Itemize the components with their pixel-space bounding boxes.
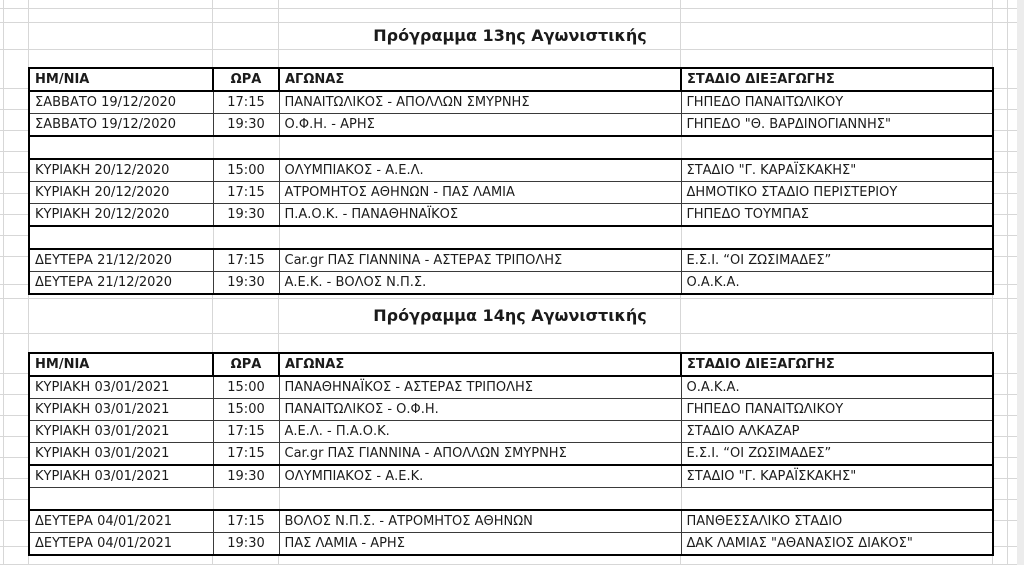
date-cell[interactable]: ΚΥΡΙΑΚΗ 03/01/2021 xyxy=(29,399,213,421)
empty-cell[interactable] xyxy=(681,226,993,249)
empty-cell[interactable] xyxy=(681,136,993,159)
match-row xyxy=(29,159,993,182)
match-cell[interactable]: ΑΤΡΟΜΗΤΟΣ ΑΘΗΝΩΝ - ΠΑΣ ΛΑΜΙΑ xyxy=(279,182,681,204)
match-row xyxy=(29,510,993,533)
gridline-horizontal xyxy=(0,49,1024,50)
match-cell[interactable]: ΠΑΝΑΙΤΩΛΙΚΟΣ - Ο.Φ.Η. xyxy=(279,399,681,421)
date-cell[interactable]: ΚΥΡΙΑΚΗ 03/01/2021 xyxy=(29,465,213,488)
time-cell[interactable]: 17:15 xyxy=(213,421,279,443)
empty-cell[interactable] xyxy=(279,136,681,159)
venue-cell[interactable]: Ο.Α.Κ.Α. xyxy=(681,376,993,399)
time-cell[interactable]: 19:30 xyxy=(213,204,279,227)
empty-cell[interactable] xyxy=(279,488,681,511)
match-cell[interactable]: Car.gr ΠΑΣ ΓΙΑΝΝΙΝΑ - ΑΠΟΛΛΩΝ ΣΜΥΡΝΗΣ xyxy=(279,443,681,466)
match-cell[interactable]: ΠΑΝΑΙΤΩΛΙΚΟΣ - ΑΠΟΛΛΩΝ ΣΜΥΡΝΗΣ xyxy=(279,91,681,114)
match-cell[interactable]: Α.Ε.Κ. - ΒΟΛΟΣ Ν.Π.Σ. xyxy=(279,272,681,295)
date-cell[interactable]: ΔΕΥΤΕΡΑ 21/12/2020 xyxy=(29,272,213,295)
match-cell[interactable]: ΠΑΝΑΘΗΝΑΪΚΟΣ - ΑΣΤΕΡΑΣ ΤΡΙΠΟΛΗΣ xyxy=(279,376,681,399)
empty-cell[interactable] xyxy=(279,226,681,249)
venue-cell[interactable]: ΠΑΝΘΕΣΣΑΛΙΚΟ ΣΤΑΔΙΟ xyxy=(681,510,993,533)
empty-cell[interactable] xyxy=(29,136,213,159)
time-cell[interactable]: 17:15 xyxy=(213,182,279,204)
spacer-row xyxy=(29,226,993,249)
time-cell[interactable]: 19:30 xyxy=(213,114,279,137)
spacer-row xyxy=(29,488,993,511)
time-cell[interactable]: 15:00 xyxy=(213,159,279,182)
match-cell[interactable]: ΟΛΥΜΠΙΑΚΟΣ - Α.Ε.Κ. xyxy=(279,465,681,488)
date-cell[interactable]: ΚΥΡΙΑΚΗ 03/01/2021 xyxy=(29,376,213,399)
venue-cell[interactable]: Ε.Σ.Ι. “ΟΙ ΖΩΣΙΜΑΔΕΣ” xyxy=(681,443,993,466)
sheet-right-margin xyxy=(1017,0,1024,565)
match-row xyxy=(29,399,993,421)
date-cell[interactable]: ΣΑΒΒΑΤΟ 19/12/2020 xyxy=(29,91,213,114)
date-cell[interactable]: ΚΥΡΙΑΚΗ 03/01/2021 xyxy=(29,443,213,466)
time-cell[interactable]: 15:00 xyxy=(213,399,279,421)
column-header-venue[interactable]: ΣΤΑΔΙΟ ΔΙΕΞΑΓΩΓΗΣ xyxy=(681,68,993,91)
matchday14-table xyxy=(28,352,994,556)
matchday13-title[interactable]: Πρόγραμμα 13ης Αγωνιστικής xyxy=(373,26,647,45)
date-cell[interactable]: ΚΥΡΙΑΚΗ 20/12/2020 xyxy=(29,159,213,182)
date-cell[interactable]: ΔΕΥΤΕΡΑ 21/12/2020 xyxy=(29,249,213,272)
match-cell[interactable]: ΒΟΛΟΣ Ν.Π.Σ. - ΑΤΡΟΜΗΤΟΣ ΑΘΗΝΩΝ xyxy=(279,510,681,533)
time-cell[interactable]: 17:15 xyxy=(213,91,279,114)
match-row xyxy=(29,376,993,399)
venue-cell[interactable]: ΓΗΠΕΔΟ ΠΑΝΑΙΤΩΛΙΚΟΥ xyxy=(681,399,993,421)
header-row xyxy=(29,68,993,91)
match-cell[interactable]: Α.Ε.Λ. - Π.Α.Ο.Κ. xyxy=(279,421,681,443)
match-cell[interactable]: ΟΛΥΜΠΙΑΚΟΣ - Α.Ε.Λ. xyxy=(279,159,681,182)
column-header-venue[interactable]: ΣΤΑΔΙΟ ΔΙΕΞΑΓΩΓΗΣ xyxy=(681,353,993,376)
venue-cell[interactable]: ΣΤΑΔΙΟ ΑΛΚΑΖΑΡ xyxy=(681,421,993,443)
date-cell[interactable]: ΣΑΒΒΑΤΟ 19/12/2020 xyxy=(29,114,213,137)
venue-cell[interactable]: Ο.Α.Κ.Α. xyxy=(681,272,993,295)
empty-cell[interactable] xyxy=(29,488,213,511)
time-cell[interactable]: 15:00 xyxy=(213,376,279,399)
header-row xyxy=(29,353,993,376)
match-row xyxy=(29,249,993,272)
empty-cell[interactable] xyxy=(29,226,213,249)
match-cell[interactable]: Ο.Φ.Η. - ΑΡΗΣ xyxy=(279,114,681,137)
match-row xyxy=(29,114,993,137)
column-header-date[interactable]: ΗΜ/ΝΙΑ xyxy=(29,68,213,91)
date-cell[interactable]: ΔΕΥΤΕΡΑ 04/01/2021 xyxy=(29,533,213,556)
column-header-match[interactable]: ΑΓΩΝΑΣ xyxy=(279,68,681,91)
column-header-date[interactable]: ΗΜ/ΝΙΑ xyxy=(29,353,213,376)
gridline-horizontal xyxy=(0,8,1024,9)
empty-cell[interactable] xyxy=(213,226,279,249)
match-row xyxy=(29,204,993,227)
match-row xyxy=(29,421,993,443)
matchday13-table xyxy=(28,67,994,295)
venue-cell[interactable]: ΣΤΑΔΙΟ "Γ. ΚΑΡΑΪΣΚΑΚΗΣ" xyxy=(681,159,993,182)
match-row xyxy=(29,443,993,466)
matchday14-title[interactable]: Πρόγραμμα 14ης Αγωνιστικής xyxy=(373,306,647,325)
gridline-vertical xyxy=(3,0,4,565)
time-cell[interactable]: 19:30 xyxy=(213,465,279,488)
date-cell[interactable]: ΚΥΡΙΑΚΗ 20/12/2020 xyxy=(29,182,213,204)
date-cell[interactable]: ΚΥΡΙΑΚΗ 03/01/2021 xyxy=(29,421,213,443)
spacer-row xyxy=(29,136,993,159)
column-header-time[interactable]: ΩΡΑ xyxy=(213,68,279,91)
time-cell[interactable]: 19:30 xyxy=(213,533,279,556)
match-row xyxy=(29,465,993,488)
match-cell[interactable]: Car.gr ΠΑΣ ΓΙΑΝΝΙΝΑ - ΑΣΤΕΡΑΣ ΤΡΙΠΟΛΗΣ xyxy=(279,249,681,272)
gridline-vertical xyxy=(1007,0,1008,565)
venue-cell[interactable]: ΔΑΚ ΛΑΜΙΑΣ "ΑΘΑΝΑΣΙΟΣ ΔΙΑΚΟΣ" xyxy=(681,533,993,556)
match-cell[interactable]: ΠΑΣ ΛΑΜΙΑ - ΑΡΗΣ xyxy=(279,533,681,556)
date-cell[interactable]: ΚΥΡΙΑΚΗ 20/12/2020 xyxy=(29,204,213,227)
match-row xyxy=(29,533,993,556)
venue-cell[interactable]: ΓΗΠΕΔΟ "Θ. ΒΑΡΔΙΝΟΓΙΑΝΝΗΣ" xyxy=(681,114,993,137)
gridline-horizontal xyxy=(0,333,1024,334)
venue-cell[interactable]: ΔΗΜΟΤΙΚΟ ΣΤΑΔΙΟ ΠΕΡΙΣΤΕΡΙΟΥ xyxy=(681,182,993,204)
empty-cell[interactable] xyxy=(681,488,993,511)
column-header-match[interactable]: ΑΓΩΝΑΣ xyxy=(279,353,681,376)
match-row xyxy=(29,272,993,295)
time-cell[interactable]: 17:15 xyxy=(213,443,279,466)
time-cell[interactable]: 17:15 xyxy=(213,249,279,272)
time-cell[interactable]: 19:30 xyxy=(213,272,279,295)
venue-cell[interactable]: ΓΗΠΕΔΟ ΠΑΝΑΙΤΩΛΙΚΟΥ xyxy=(681,91,993,114)
match-row xyxy=(29,91,993,114)
venue-cell[interactable]: ΣΤΑΔΙΟ "Γ. ΚΑΡΑΪΣΚΑΚΗΣ" xyxy=(681,465,993,488)
empty-cell[interactable] xyxy=(213,488,279,511)
column-header-time[interactable]: ΩΡΑ xyxy=(213,353,279,376)
venue-cell[interactable]: Ε.Σ.Ι. “ΟΙ ΖΩΣΙΜΑΔΕΣ” xyxy=(681,249,993,272)
date-cell[interactable]: ΔΕΥΤΕΡΑ 04/01/2021 xyxy=(29,510,213,533)
match-cell[interactable]: Π.Α.Ο.Κ. - ΠΑΝΑΘΗΝΑΪΚΟΣ xyxy=(279,204,681,227)
venue-cell[interactable]: ΓΗΠΕΔΟ ΤΟΥΜΠΑΣ xyxy=(681,204,993,227)
time-cell[interactable]: 17:15 xyxy=(213,510,279,533)
empty-cell[interactable] xyxy=(213,136,279,159)
match-row xyxy=(29,182,993,204)
